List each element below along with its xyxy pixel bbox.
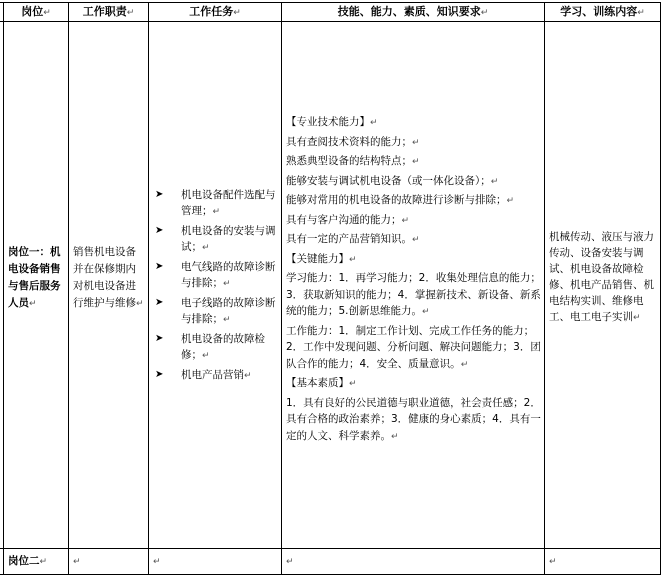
arrow-bullet-icon: ➤ (155, 225, 164, 236)
task-item (151, 295, 279, 328)
header-divider (0, 21, 661, 22)
arrow-bullet-icon: ➤ (155, 333, 164, 344)
skills-basic-title-text: 【基本素质】 (286, 377, 349, 389)
para-mark: ↵ (412, 157, 420, 167)
skills-pro-item (286, 153, 541, 171)
para-mark: ↵ (480, 8, 489, 18)
task-item (151, 223, 279, 256)
table-border-top (0, 2, 661, 3)
header-task-text: 工作任务 (189, 5, 234, 18)
para-mark: ↵ (349, 379, 357, 389)
header-study (545, 4, 660, 20)
para-mark: ↵ (136, 299, 144, 309)
para-mark: ↵ (506, 196, 515, 206)
skills-pro-item (286, 173, 541, 191)
skills-pro-item-text: 能够对常用的机电设备的故障进行诊断与排除； (286, 194, 507, 206)
row2-duty (73, 553, 81, 570)
col-divider-3 (281, 2, 282, 575)
task-item (151, 187, 279, 220)
para-mark: ↵ (422, 307, 430, 317)
para-mark: ↵ (39, 557, 48, 567)
arrow-bullet-icon: ➤ (155, 261, 164, 272)
para-mark: ↵ (202, 243, 210, 253)
task-text: 机电设备配件选配与管理； (181, 189, 276, 217)
skills-basic-text (286, 395, 541, 446)
para-mark: ↵ (43, 8, 51, 18)
skills-basic-text-content: 1．具有良好的公民道德与职业道德，社会责任感；2．具有合格的政治素养；3．健康的身心素质；4．具有一定的人文、科学素养。 (286, 396, 541, 442)
row1-position-text: 岗位一：机电设备销售与售后服务人员 (8, 246, 61, 309)
para-mark: ↵ (490, 176, 499, 187)
row1-position (8, 244, 66, 313)
row2-position (8, 553, 66, 570)
header-study-text: 学习、训练内容 (560, 5, 638, 18)
para-mark: ↵ (212, 207, 221, 217)
para-mark: ↵ (29, 299, 37, 309)
para-mark: ↵ (73, 557, 81, 567)
para-mark: ↵ (244, 371, 252, 381)
row1-tasks (151, 187, 279, 387)
task-item (151, 367, 279, 384)
task-text: 机电产品营销 (181, 369, 244, 381)
para-mark: ↵ (401, 215, 410, 226)
para-mark: ↵ (202, 351, 210, 361)
col-divider-2 (148, 2, 149, 575)
skills-basic-title (286, 375, 541, 393)
task-text: 电子线路的故障诊断与排除； (181, 297, 276, 325)
row2-skills (286, 553, 294, 570)
skills-key-learning (286, 270, 541, 321)
para-mark: ↵ (412, 235, 420, 245)
para-mark: ↵ (126, 8, 135, 18)
row2-tasks (153, 553, 161, 570)
skills-pro-item-text: 能够安装与调试机电设备（或一体化设备）； (286, 174, 491, 187)
row1-study (549, 229, 658, 326)
skills-key-title-text: 【关键能力】 (286, 252, 349, 265)
skills-key-learning-text: 学习能力：1．再学习能力；2．收集处理信息的能力；3．获取新知识的能力；4．掌握新技术、新设备、新系统的能力；5.创新思维能力。 (286, 272, 541, 317)
arrow-bullet-icon: ➤ (155, 297, 164, 308)
para-mark: ↵ (349, 254, 357, 265)
task-item (151, 259, 279, 292)
task-text: 机电设备的故障检修； (181, 333, 265, 361)
row-divider (0, 548, 661, 549)
header-skill-text: 技能、能力、素质、知识要求 (337, 5, 481, 18)
skills-key-title (286, 251, 541, 269)
skills-key-work-text: 工作能力：1．制定工作计划、完成工作任务的能力；2．工作中发现问题、分析问题、解决问题能力；3．团队合作的能力；4．安全、质量意识。 (286, 324, 541, 370)
arrow-bullet-icon: ➤ (155, 369, 164, 380)
para-mark: ↵ (391, 431, 399, 442)
para-mark: ↵ (286, 557, 294, 567)
skills-pro-item-text: 具有查阅技术资料的能力； (286, 135, 412, 148)
skills-pro-item (286, 192, 541, 210)
task-text: 机电设备的安装与调试； (181, 225, 276, 253)
para-mark: ↵ (233, 8, 241, 18)
para-mark: ↵ (370, 118, 378, 128)
row1-duty-text: 销售机电设备并在保修期内对机电设备进行维护与维修 (73, 246, 136, 309)
row2-position-text: 岗位二 (8, 555, 40, 567)
skills-pro-item (286, 231, 541, 249)
skills-professional-title-text: 【专业技术能力】 (286, 116, 370, 128)
task-item (151, 331, 279, 364)
row1-skills (286, 114, 541, 445)
para-mark: ↵ (633, 313, 641, 323)
header-position (4, 4, 68, 20)
header-duty-text: 工作职责 (82, 5, 127, 18)
table-border-bottom (0, 574, 661, 575)
col-border-left (3, 2, 4, 575)
row1-study-text: 机械传动、液压与液力传动、设备安装与调试、机电设备故障检修、机电产品销售、机电结构实训、维修电工、电工电子实训 (549, 231, 654, 323)
col-divider-4 (544, 2, 545, 575)
para-mark: ↵ (412, 137, 420, 148)
col-divider-1 (68, 2, 69, 575)
para-mark: ↵ (223, 315, 231, 325)
para-mark: ↵ (153, 557, 161, 567)
para-mark: ↵ (460, 359, 469, 370)
row1-duty (73, 244, 145, 313)
skills-pro-item-text: 具有与客户沟通的能力； (286, 213, 402, 226)
para-mark: ↵ (223, 279, 231, 289)
skills-key-work (286, 323, 541, 374)
skills-pro-item-text: 熟悉典型设备的结构特点； (286, 155, 412, 167)
para-mark: ↵ (637, 8, 645, 18)
header-position-text: 岗位 (21, 5, 44, 18)
para-mark: ↵ (549, 557, 557, 567)
header-task (149, 4, 281, 20)
header-skill (282, 4, 544, 20)
task-text: 电气线路的故障诊断与排除； (181, 261, 276, 289)
skills-pro-item (286, 212, 541, 230)
header-duty (69, 4, 148, 20)
skills-pro-item (286, 134, 541, 152)
skills-pro-item-text: 具有一定的产品营销知识。 (286, 233, 412, 245)
row2-study (549, 553, 557, 570)
skills-professional-title (286, 114, 541, 132)
arrow-bullet-icon: ➤ (155, 189, 164, 200)
